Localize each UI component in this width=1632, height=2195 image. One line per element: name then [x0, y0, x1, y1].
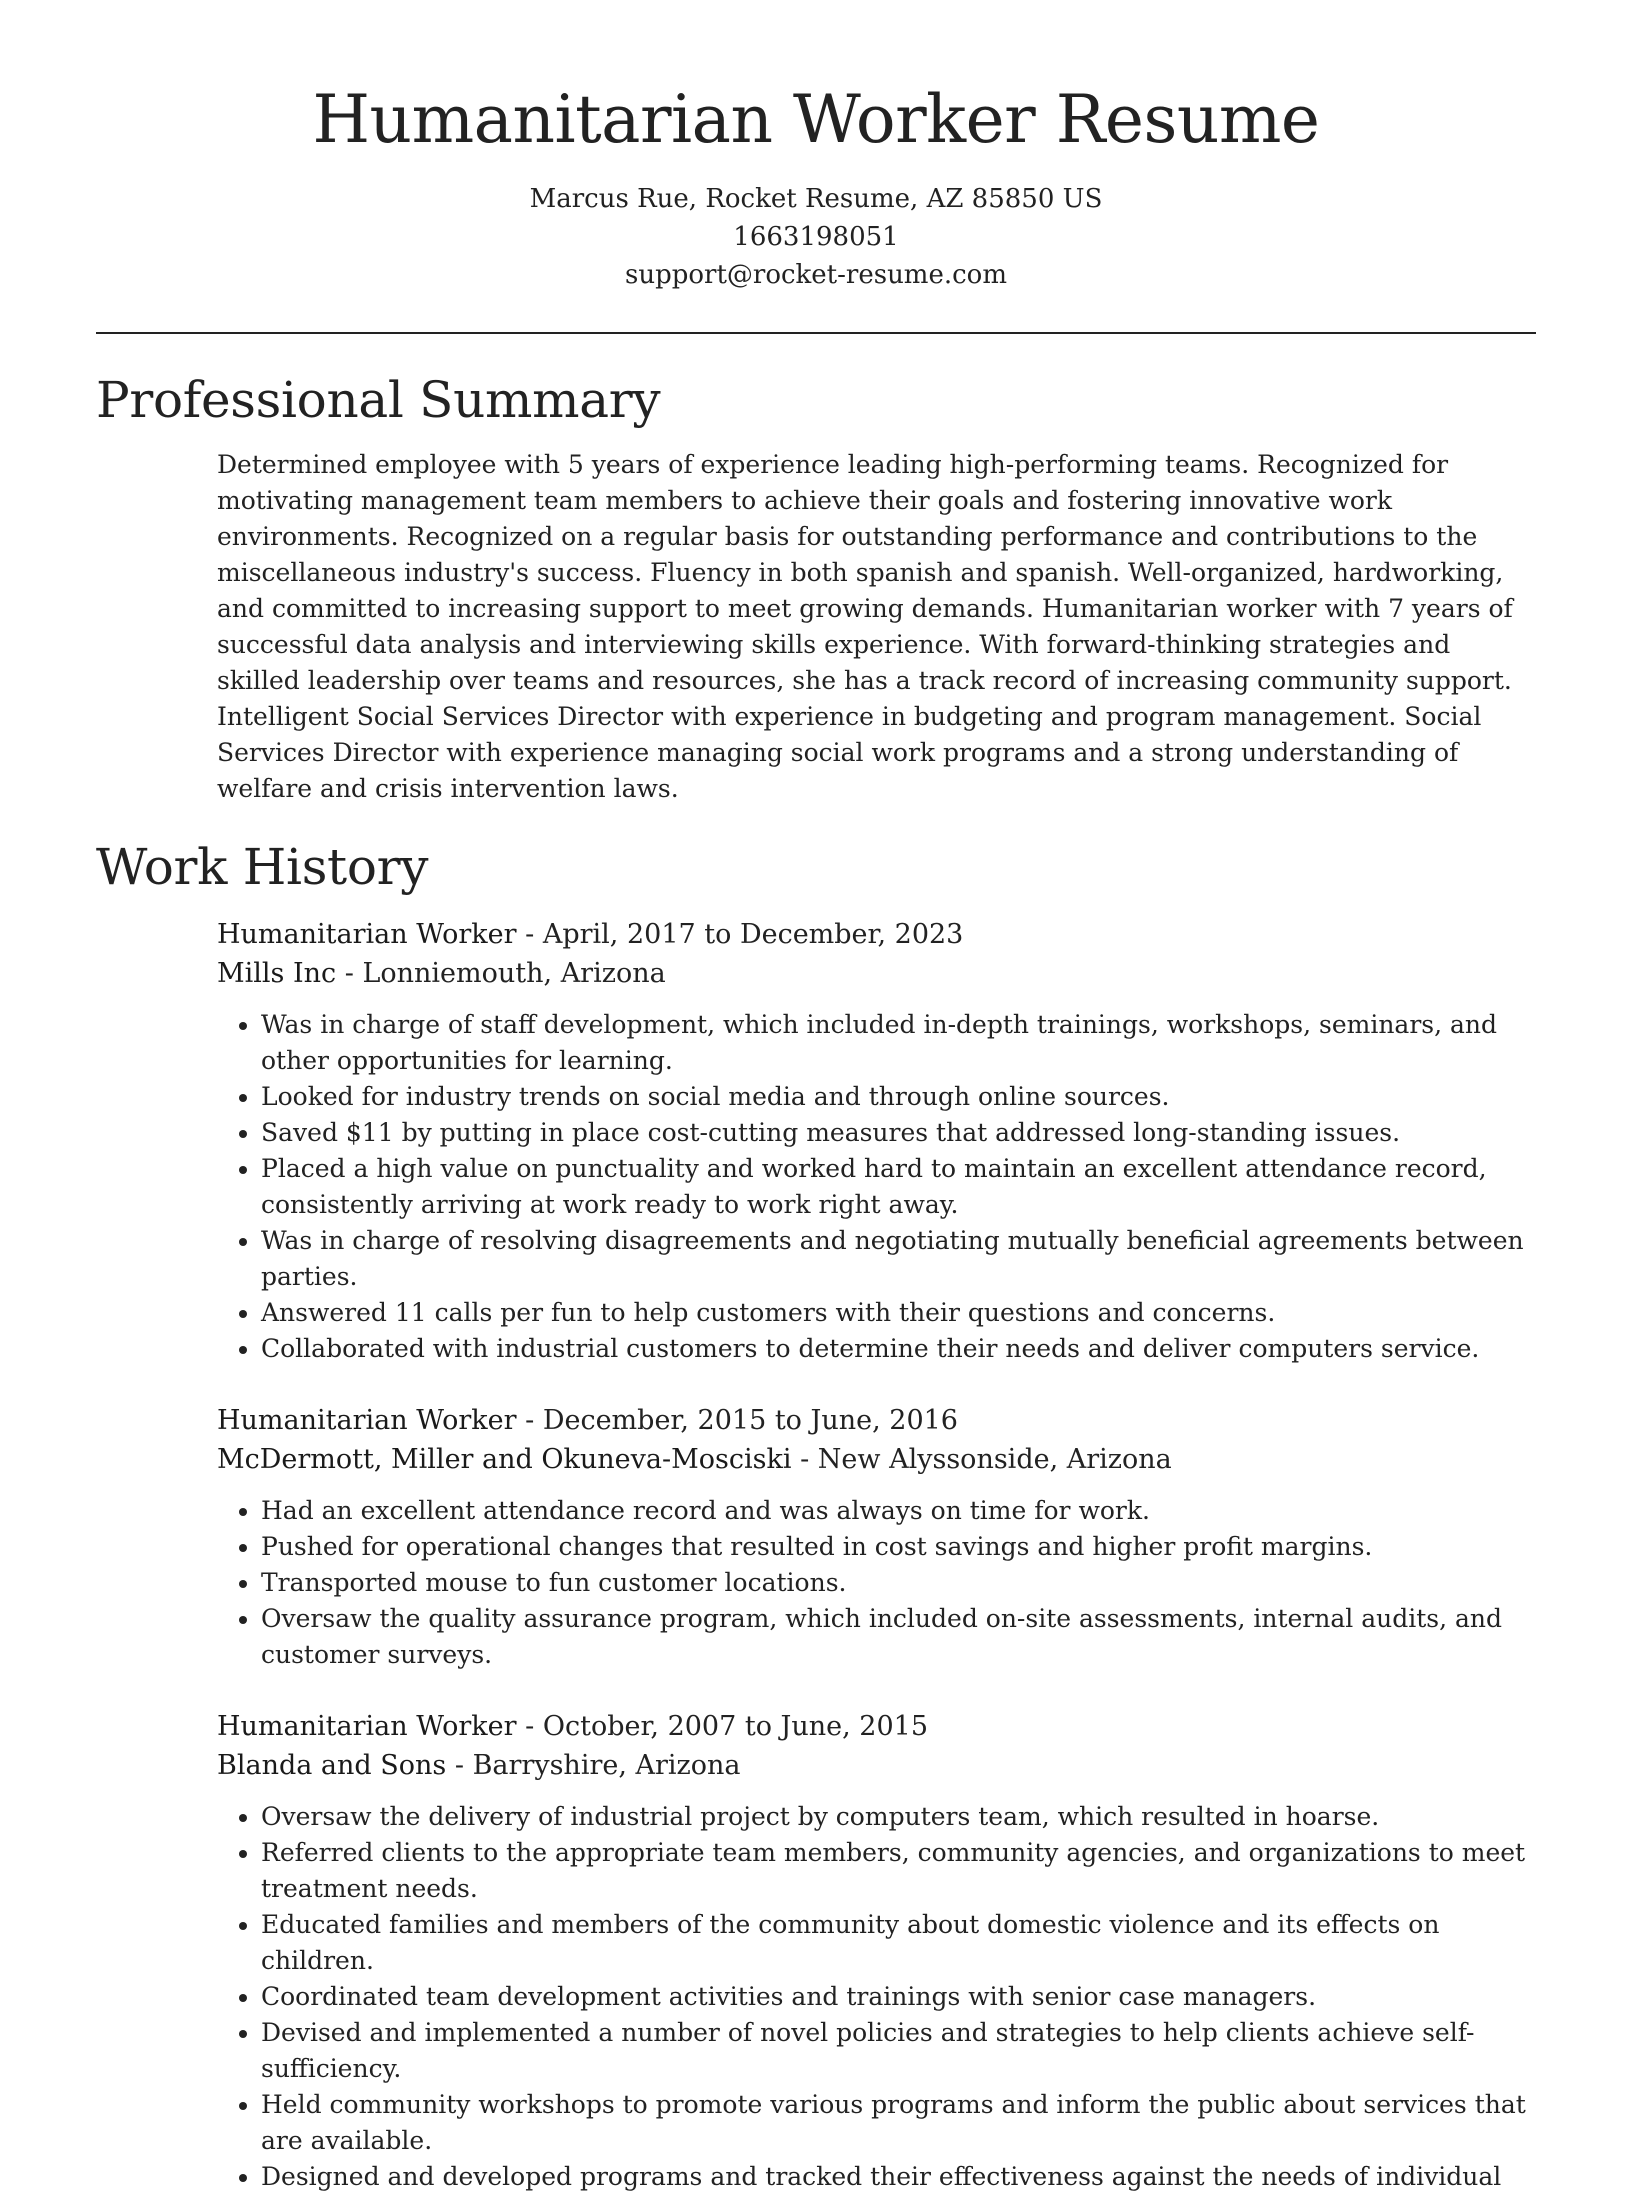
job-company-line — [217, 1440, 1536, 1479]
job-location: - Barryshire, Arizona — [446, 1749, 741, 1781]
job-company: McDermott, Miller and Okuneva-Mosciski — [217, 1443, 792, 1475]
job-bullet: • Answered 11 calls per fun to help customers with their questions and concerns. — [261, 1295, 1536, 1331]
contact-phone: 1663198051 — [733, 221, 899, 252]
job-bullet: • Referred clients to the appropriate team members, community agencies, and organizations to meet treatment needs. — [261, 1835, 1536, 1907]
job-bullet: • Transported mouse to fun customer locations. — [261, 1565, 1536, 1601]
job-bullet: • Educated families and members of the community about domestic violence and its effects on children. — [261, 1907, 1536, 1979]
resume-header — [96, 0, 1536, 294]
contact-address: Marcus Rue, Rocket Resume, AZ 85850 US — [529, 183, 1103, 214]
job-entry — [217, 915, 1536, 1367]
job-bullet: • Held community workshops to promote various programs and inform the public about services that are available. — [261, 2087, 1536, 2159]
job-dates: - April, 2017 to December, 2023 — [516, 918, 964, 950]
job-bullet: • Collaborated with industrial customers to determine their needs and deliver computers service. — [261, 1331, 1536, 1367]
summary-heading: Professional Summary — [96, 370, 661, 429]
header-divider — [96, 332, 1536, 334]
job-bullet: • Coordinated team development activities and trainings with senior case managers. — [261, 1979, 1536, 2015]
job-bullet: • Looked for industry trends on social media and through online sources. — [261, 1079, 1536, 1115]
job-bullet: • Oversaw the quality assurance program, which included on-site assessments, internal audits, and customer surveys. — [261, 1601, 1536, 1673]
job-company-line — [217, 954, 1536, 993]
work-history-heading: Work History — [96, 838, 429, 897]
work-history-body — [96, 915, 1536, 2195]
job-bullet-list — [217, 1493, 1536, 1673]
page-title: Humanitarian Worker Resume — [312, 81, 1320, 158]
summary-text: Determined employee with 5 years of experience leading high-performing teams. Recognized for motivating management team members to achieve their goals and fostering innovative work environments. Recognized on a regular basis for outstanding performance and contributions to the miscellaneous industry's success. Fluency in both spanish and spanish. Well-organized, hardworking, and committed to increasing support to meet growing demands. Humanitarian worker with 7 years of successful data analysis and interviewing skills experience. With forward-thinking strategies and skilled leadership over teams and resources, she has a track record of increasing community support. Intelligent Social Services Director with experience in budgeting and program management. Social Services Director with experience managing social work programs and a strong understanding of welfare and crisis intervention laws. — [217, 450, 1513, 804]
job-title-line — [217, 1401, 1536, 1440]
professional-summary-section — [96, 372, 1536, 808]
job-bullet: • Designed and developed programs and tracked their effectiveness against the needs of individual — [261, 2159, 1536, 2195]
job-title-line — [217, 915, 1536, 954]
job-company: Blanda and Sons — [217, 1749, 447, 1781]
job-entry — [217, 1401, 1536, 1673]
job-bullet: • Was in charge of staff development, which included in-depth trainings, workshops, seminars, and other opportunities for learning. — [261, 1007, 1536, 1079]
work-history-section — [96, 839, 1536, 2195]
job-bullet: • Oversaw the delivery of industrial project by computers team, which resulted in hoarse. — [261, 1799, 1536, 1835]
job-company: Mills Inc — [217, 957, 337, 989]
summary-body — [96, 447, 1536, 807]
job-entry — [217, 1707, 1536, 2195]
job-location: - Lonniemouth, Arizona — [336, 957, 666, 989]
job-bullet: • Saved $11 by putting in place cost-cutting measures that addressed long-standing issues. — [261, 1115, 1536, 1151]
job-bullet: • Devised and implemented a number of novel policies and strategies to help clients achieve self-sufficiency. — [261, 2015, 1536, 2087]
job-location: - New Alyssonside, Arizona — [791, 1443, 1172, 1475]
job-title: Humanitarian Worker — [217, 918, 517, 950]
job-bullet: • Was in charge of resolving disagreements and negotiating mutually beneficial agreements between parties. — [261, 1223, 1536, 1295]
contact-email: support@rocket-resume.com — [624, 259, 1007, 290]
job-bullet: • Had an excellent attendance record and was always on time for work. — [261, 1493, 1536, 1529]
job-dates: - October, 2007 to June, 2015 — [516, 1710, 929, 1742]
job-title-line — [217, 1707, 1536, 1746]
job-title: Humanitarian Worker — [217, 1404, 517, 1436]
job-dates: - December, 2015 to June, 2016 — [516, 1404, 958, 1436]
job-bullet: • Placed a high value on punctuality and worked hard to maintain an excellent attendance record, consistently arriving at work ready to work right away. — [261, 1151, 1536, 1223]
job-bullet-list — [217, 1799, 1536, 2195]
job-bullet: • Pushed for operational changes that resulted in cost savings and higher profit margins. — [261, 1529, 1536, 1565]
job-company-line — [217, 1746, 1536, 1785]
job-title: Humanitarian Worker — [217, 1710, 517, 1742]
job-bullet-list — [217, 1007, 1536, 1367]
